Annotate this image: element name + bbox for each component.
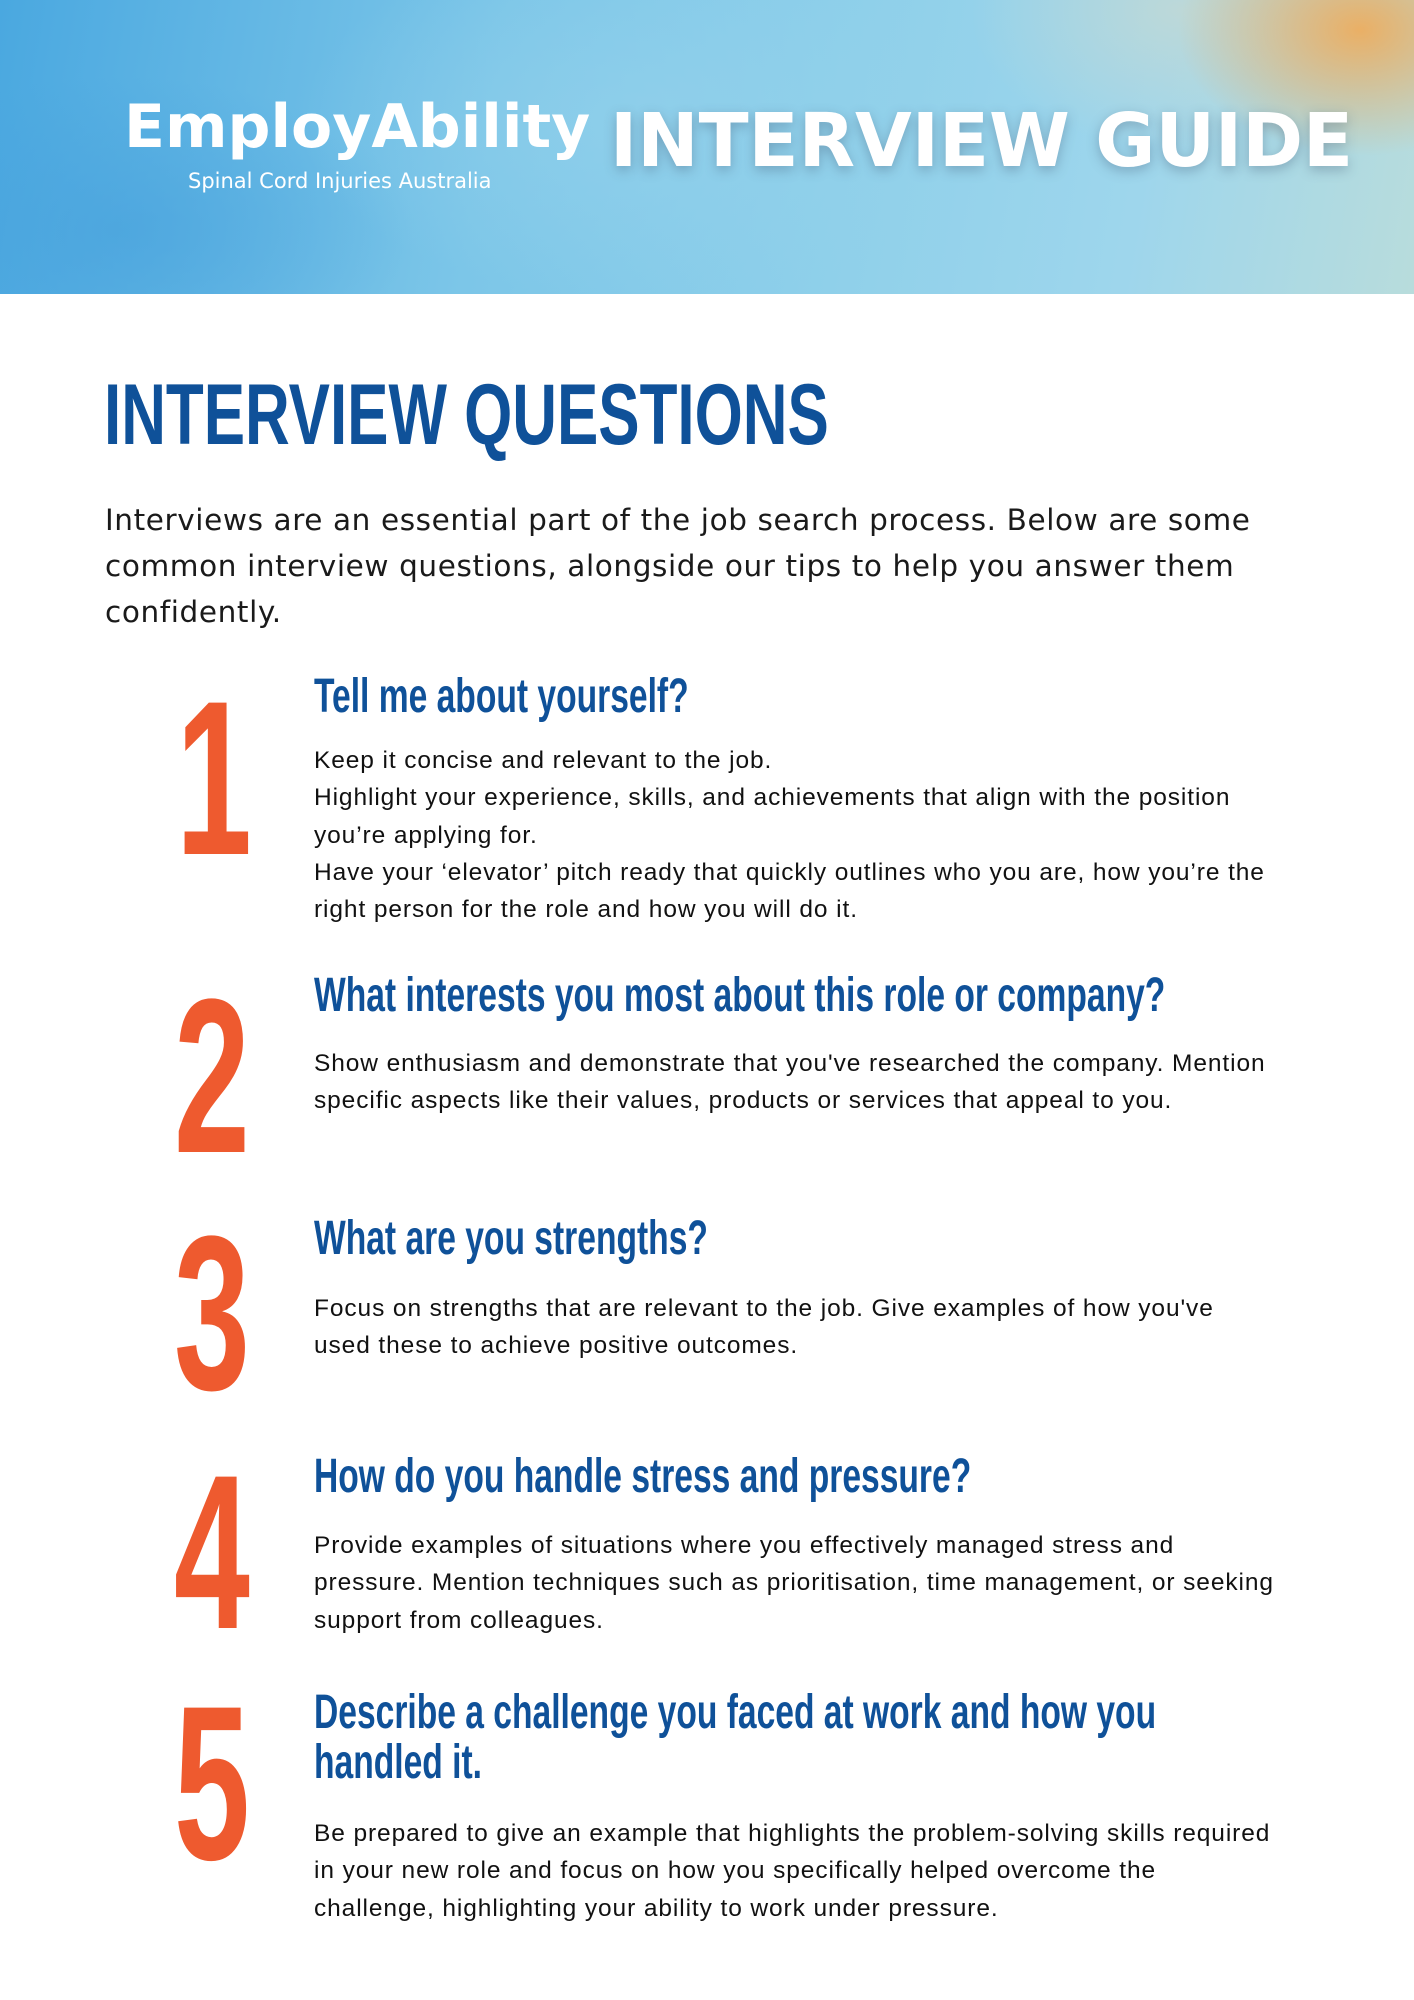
question-number: 3 (174, 1190, 250, 1436)
tip-line: Keep it concise and relevant to the job. (314, 747, 773, 774)
question-tips (314, 1527, 1274, 1639)
question-number: 4 (174, 1429, 250, 1675)
tip-line: Provide examples of situations where you effectively managed stress and pressure. Mention techniques such as prioritisation, time management, or seeking support from colleagues. (314, 1532, 1274, 1634)
tip-line: Focus on strengths that are relevant to the job. Give examples of how you've used these to achieve positive outcomes. (314, 1295, 1214, 1360)
header-banner (0, 0, 1414, 294)
tip-line: Highlight your experience, skills, and achievements that align with the position you’re applying for. (314, 784, 1231, 849)
logo-tagline: Spinal Cord Injuries Australia (188, 169, 492, 193)
question-heading-continued: handled it. (314, 1736, 482, 1789)
question-number: 2 (174, 953, 250, 1199)
guide-title: INTERVIEW GUIDE (610, 98, 1354, 184)
question-heading: Describe a challenge you faced at work and how you (314, 1686, 1157, 1739)
intro-paragraph: Interviews are an essential part of the job search process. Below are some common interview questions, alongside our tips to help you answer them confidently. (105, 503, 1251, 629)
logo-wordmark: EmployAbility (124, 92, 591, 162)
question-heading: How do you handle stress and pressure? (314, 1450, 972, 1503)
question-tips (314, 1815, 1274, 1927)
question-heading: Tell me about yourself? (314, 670, 689, 723)
question-number: 5 (174, 1660, 250, 1906)
tip-line: Show enthusiasm and demonstrate that you've researched the company. Mention specific aspects like their values, products or services that appeal to you. (314, 1050, 1266, 1115)
question-heading: What interests you most about this role or company? (314, 969, 1166, 1022)
question-tips (314, 742, 1274, 928)
question-number: 1 (176, 655, 252, 901)
question-tips (314, 1045, 1274, 1120)
question-tips (314, 1290, 1274, 1365)
page-title: INTERVIEW QUESTIONS (104, 367, 829, 463)
question-heading: What are you strengths? (314, 1212, 708, 1265)
tip-line: Be prepared to give an example that highlights the problem-solving skills required in your new role and focus on how you specifically helped overcome the challenge, highlighting your ability to work under pressure. (314, 1820, 1271, 1922)
tip-line: Have your ‘elevator’ pitch ready that quickly outlines who you are, how you’re the right person for the role and how you will do it. (314, 858, 1265, 924)
